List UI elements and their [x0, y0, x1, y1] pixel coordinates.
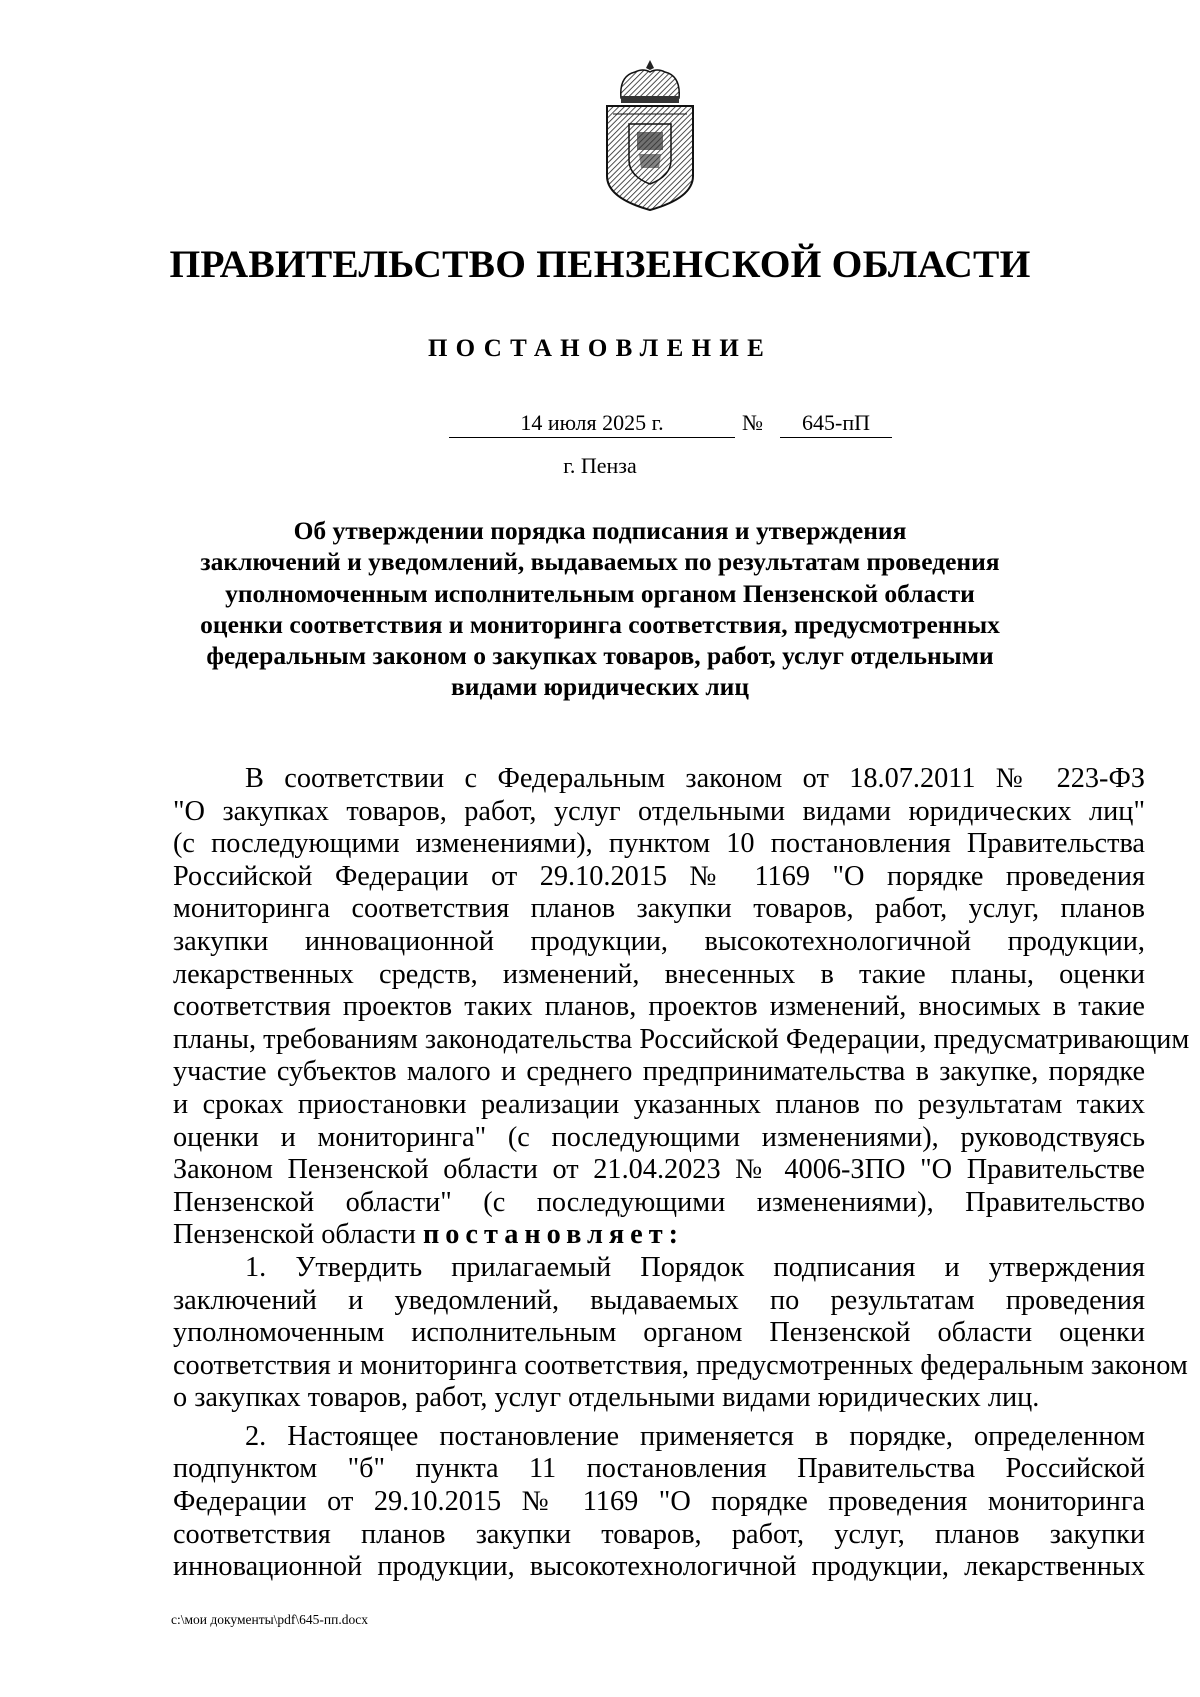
item-1-paragraph [173, 1251, 1188, 1415]
coat-of-arms-icon [599, 58, 701, 213]
subject-line: федеральным законом о закупках товаров, работ, услуг отдельными [206, 641, 994, 671]
subject-line: заключений и уведомлений, выдаваемых по результатам проведения [200, 547, 1000, 577]
text-line: подпунктом "б" пункта 11 постановления Правительства Российской [173, 1453, 1145, 1485]
text-line: 1. Утвердить прилагаемый Порядок подписания и утверждения [245, 1251, 1145, 1283]
text-line: заключений и уведомлений, выдаваемых по результатам проведения [173, 1284, 1145, 1316]
subject-line: Об утверждении порядка подписания и утверждения [293, 516, 907, 545]
text-line: Российской Федерации от 29.10.2015 № 1169 "О порядке проведения [173, 860, 1145, 892]
subject-line: уполномоченным исполнительным органом Пензенской области [225, 578, 975, 608]
text-line: мониторинга соответствия планов закупки товаров, работ, услуг, планов [173, 893, 1145, 925]
text-line: (с последующими изменениями), пунктом 10 постановления Правительства [173, 828, 1145, 860]
text-line: и сроках приостановки реализации указанных планов по результатам таких [173, 1088, 1145, 1120]
text-line: инновационной продукции, высокотехнологичной продукции, лекарственных [173, 1551, 1145, 1583]
item-2-paragraph [173, 1421, 1145, 1584]
text-line: планы, требованиям законодательства Российской Федерации, предусматривающим [173, 1023, 1190, 1055]
decree-subject [200, 515, 1000, 703]
number-sign: № [742, 410, 763, 435]
text-line: соответствия и мониторинга соответствия, предусмотренных федеральным законом [173, 1349, 1188, 1381]
text-line: оценки и мониторинга" (с последующими изменениями), руководствуясь [173, 1121, 1145, 1153]
text-line: о закупках товаров, работ, услуг отдельными видами юридических лиц. [173, 1382, 1040, 1414]
text-line: соответствия планов закупки товаров, работ, услуг, планов закупки [173, 1518, 1145, 1550]
resolves-keyword: постановляет: [422, 1219, 685, 1251]
text-line: В соответствии с Федеральным законом от 18.07.2011 № 223-ФЗ [245, 763, 1145, 794]
subject-line: оценки соответствия и мониторинга соответствия, предусмотренных [200, 609, 1000, 639]
text-fragment: Пензенской области [173, 1219, 416, 1251]
subject-line: видами юридических лиц [450, 672, 750, 702]
text-line: закупки инновационной продукции, высокотехнологичной продукции, [173, 925, 1145, 957]
date-number-line [0, 409, 1200, 439]
text-line [173, 1219, 1145, 1252]
text-line: "О закупках товаров, работ, услуг отдельными видами юридических лиц" [173, 795, 1145, 827]
text-line: соответствия проектов таких планов, проектов изменений, вносимых в такие [173, 991, 1145, 1023]
document-body [173, 763, 1190, 1584]
text-line: Законом Пензенской области от 21.04.2023 № 4006-ЗПО "О Правительстве [173, 1154, 1145, 1186]
city: г. Пенза [563, 453, 637, 478]
text-line: Федерации от 29.10.2015 № 1169 "О порядке проведения мониторинга [173, 1486, 1145, 1518]
text-line: лекарственных средств, изменений, внесенных в такие планы, оценки [173, 958, 1145, 990]
text-line: 2. Настоящее постановление применяется в порядке, определенном [245, 1420, 1145, 1452]
text-line: уполномоченным исполнительным органом Пензенской области оценки [173, 1317, 1145, 1349]
government-title: ПРАВИТЕЛЬСТВО ПЕНЗЕНСКОЙ ОБЛАСТИ [169, 242, 1031, 286]
text-line: участие субъектов малого и среднего предпринимательства в закупке, порядке [173, 1056, 1145, 1088]
decree-number: 645-пП [780, 409, 892, 438]
text-line: Пензенской области" (с последующими изменениями), Правительство [173, 1186, 1145, 1218]
decree-date: 14 июля 2025 г. [449, 409, 735, 438]
document-type-title: ПОСТАНОВЛЕНИЕ [427, 335, 773, 362]
file-path-footer: c:\мои документы\pdf\645-пп.docx [171, 1612, 368, 1627]
preamble-paragraph [173, 763, 1190, 1252]
